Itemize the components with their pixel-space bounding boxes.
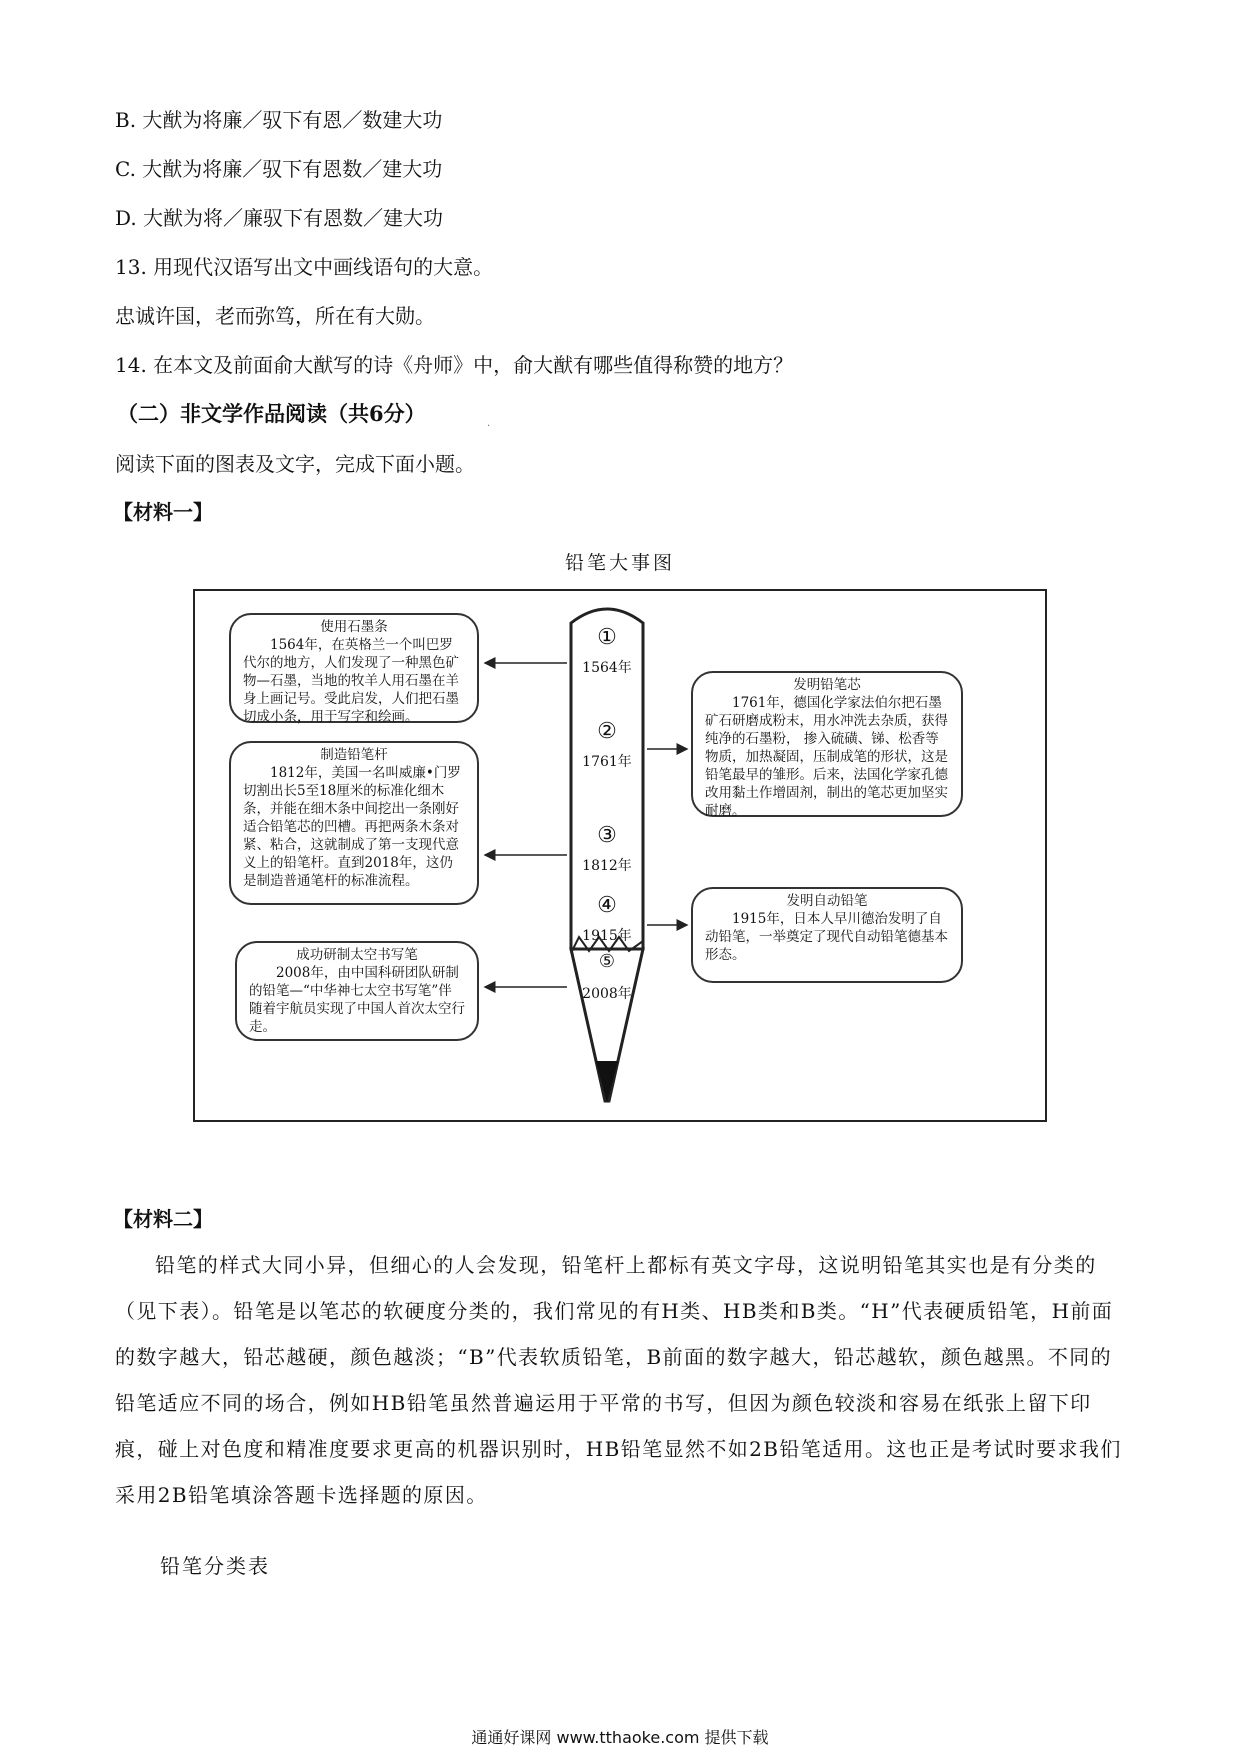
event-text: 1812年，美国一名叫威廉•门罗切割出长5至18厘米的标准化细木条，并能在细木条中间挖出一条刚好适合铅笔芯的凹槽。再把两条木条对紧、粘合，这就制成了第一支现代意义上的铅笔杆。直到2018年，这仍是制造普通笔杆的标准流程。 [243, 765, 461, 889]
option-d: D. 大猷为将／廉驭下有恩数／建大功 [115, 206, 444, 230]
option-b: B. 大猷为将廉／驭下有恩／数建大功 [115, 108, 443, 132]
event-number-4: ④ [597, 893, 617, 918]
question-13: 13. 用现代汉语写出文中画线语句的大意。 [115, 255, 494, 279]
material-two-label: 【材料二】 [113, 1207, 213, 1231]
question-13-sentence: 忠诚许国，老而弥笃，所在有大勋。 [115, 304, 435, 328]
event-text: 2008年，由中国科研团队研制的铅笔—“中华神七太空书写笔”伴随着宇航员实现了中国人首次太空行走。 [249, 965, 465, 1035]
event-number-3: ③ [597, 823, 617, 848]
event-heading: 发明自动铅笔 [786, 893, 868, 909]
event-year-5: 2008年 [582, 986, 632, 1002]
event-number-2: ② [597, 719, 617, 744]
event-box-1812 [229, 741, 479, 905]
material-two-paragraph [115, 1242, 1125, 1518]
material-two-text: 铅笔的样式大同小异，但细心的人会发现，铅笔杆上都标有英文字母，这说明铅笔其实也是有分类的（见下表）。铅笔是以笔芯的软硬度分类的，我们常见的有H类、HB类和B类。“H”代表硬质铅笔，H前面的数字越大，铅芯越硬，颜色越淡；“B”代表软质铅笔，B前面的数字越大，铅芯越软，颜色越黑。不同的铅笔适应不同的场合，例如HB铅笔虽然普遍运用于平常的书写，但因为颜色较淡和容易在纸张上留下印痕，碰上对色度和精准度要求更高的机器识别时，HB铅笔显然不如2B铅笔适用。这也正是考试时要求我们采用2B铅笔填涂答题卡选择题的原因。 [115, 1253, 1122, 1507]
event-heading: 成功研制太空书写笔 [296, 947, 418, 963]
question-14: 14. 在本文及前面俞大猷写的诗《舟师》中，俞大猷有哪些值得称赞的地方？ [115, 353, 794, 377]
diagram-title: 铅笔大事图 [564, 552, 675, 574]
pencil-timeline-diagram [193, 589, 1047, 1122]
event-heading: 制造铅笔杆 [320, 747, 388, 763]
option-c: C. 大猷为将廉／驭下有恩数／建大功 [115, 157, 443, 181]
event-heading: 使用石墨条 [320, 619, 388, 635]
event-number-5: ⑤ [598, 951, 616, 972]
section-heading: （二）非文学作品阅读（共6分） [117, 401, 426, 426]
event-box-1761 [691, 671, 963, 817]
event-text: 1761年，德国化学家法伯尔把石墨矿石研磨成粉末，用水冲洗去杂质，获得纯净的石墨粉， 掺入硫磺、锑、松香等物质，加热凝固，压制成笔的形状，这是铅笔最早的雏形。后来，法国化学家孔德改用黏土作增固剂，制出的笔芯更加坚实耐磨。 [705, 695, 948, 819]
event-text: 1915年，日本人早川德治发明了自动铅笔，一举奠定了现代自动铅笔德基本形态。 [705, 911, 948, 963]
event-year-1: 1564年 [582, 660, 632, 676]
event-text: 1564年，在英格兰一个叫巴罗代尔的地方，人们发现了一种黑色矿物—石墨，当地的牧羊人用石墨在羊身上画记号。受此启发，人们把石墨切成小条，用于写字和绘画。 [243, 637, 459, 725]
event-box-2008 [235, 941, 479, 1041]
event-year-4: 1915年 [582, 928, 632, 944]
event-box-1564 [229, 613, 479, 723]
event-year-2: 1761年 [582, 754, 632, 770]
event-heading: 发明铅笔芯 [793, 677, 861, 693]
reading-instruction: 阅读下面的图表及文字，完成下面小题。 [115, 452, 475, 476]
event-year-3: 1812年 [582, 858, 632, 874]
page-footer: 通通好课网 www.tthaoke.com 提供下载 [471, 1728, 769, 1747]
event-box-1915 [691, 887, 963, 983]
event-number-1: ① [597, 625, 617, 650]
table-caption: 铅笔分类表 [160, 1554, 270, 1578]
material-one-label: 【材料一】 [113, 500, 213, 524]
stray-dot: . [487, 418, 491, 429]
